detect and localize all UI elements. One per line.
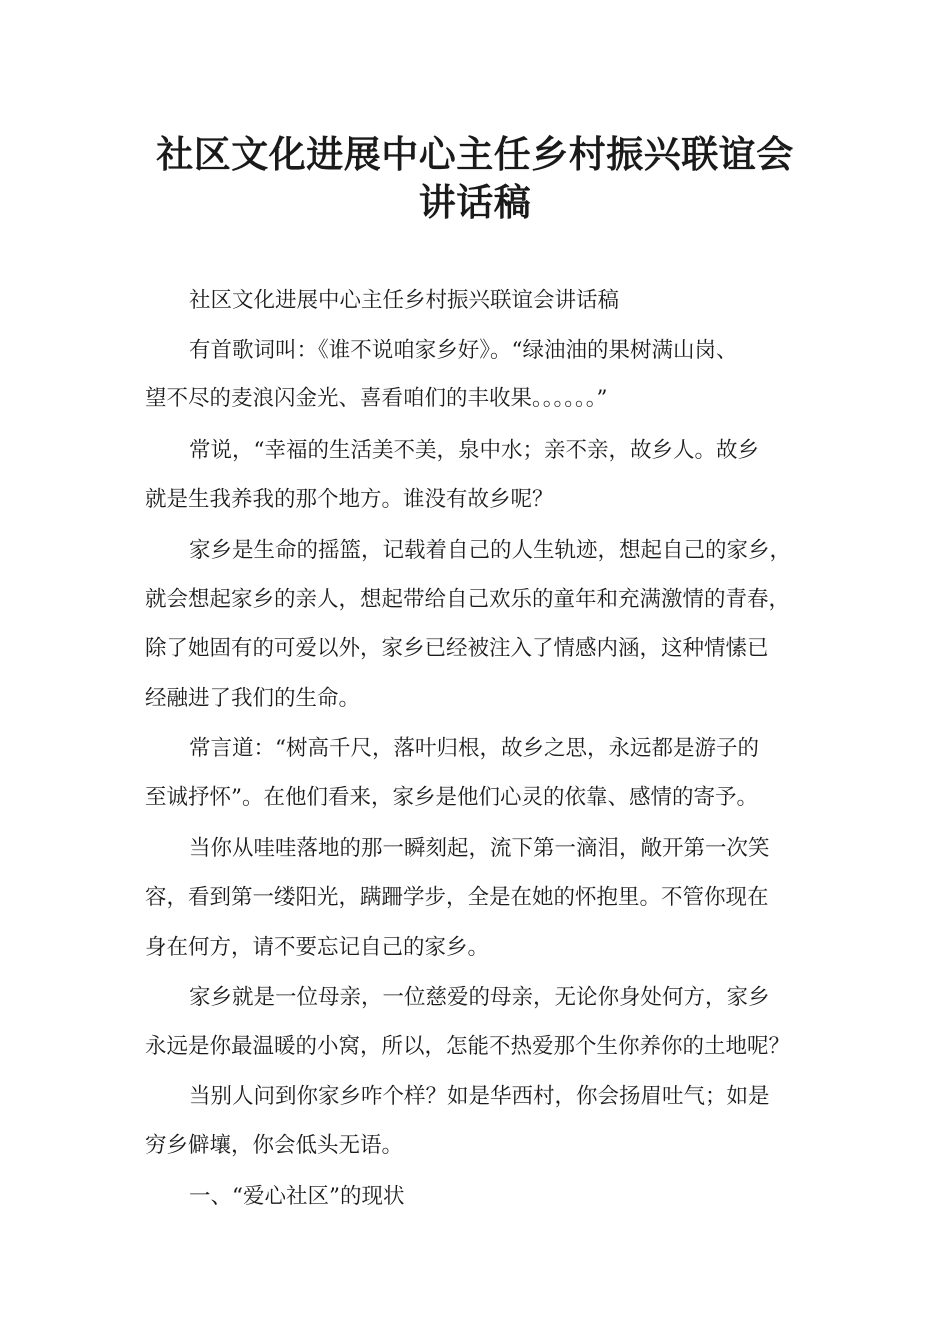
document-title-line-2: 讲话稿 [418,181,532,224]
body-line: 家乡是生命的摇篮，记载着自己的人生轨迹，想起自己的家乡， [189,538,792,563]
body-line: 常言道：“树高千尺，落叶归根，故乡之思，永远都是游子的 [189,736,759,761]
body-line: 至诚抒怀”。在他们看来，家乡是他们心灵的依靠、感情的寄予。 [145,785,758,810]
body-line: 穷乡僻壤，你会低头无语。 [145,1133,404,1158]
body-line: 容，看到第一缕阳光，蹒跚学步，全是在她的怀抱里。不管你现在 [145,885,769,910]
body-line: 家乡就是一位母亲，一位慈爱的母亲，无论你身处何方，家乡 [189,985,770,1010]
body-line: 社区文化进展中心主任乡村振兴联谊会讲话稿 [189,288,620,313]
body-line: 望不尽的麦浪闪金光、喜看咱们的丰收果。。。。。。” [145,386,608,411]
section-heading: 一、“爱心社区”的现状 [189,1184,405,1209]
body-line: 常说，“幸福的生活美不美，泉中水；亲不亲，故乡人。故乡 [189,438,759,463]
body-line: 就是生我养我的那个地方。谁没有故乡呢？ [145,487,554,512]
body-line: 就会想起家乡的亲人，想起带给自己欢乐的童年和充满激情的青春， [145,587,791,612]
body-line: 有首歌词叫：《谁不说咱家乡好》。“绿油油的果树满山岗、 [189,338,738,363]
body-line: 除了她固有的可爱以外，家乡已经被注入了情感内涵，这种情愫已 [145,636,769,661]
body-line: 当别人问到你家乡咋个样？如是华西村，你会扬眉吐气；如是 [189,1084,770,1109]
body-line: 经融进了我们的生命。 [145,686,361,711]
body-line: 身在何方，请不要忘记自己的家乡。 [145,935,490,960]
body-line: 当你从哇哇落地的那一瞬刻起，流下第一滴泪，敞开第一次笑 [189,836,770,861]
body-line: 永远是你最温暖的小窝，所以，怎能不热爱那个生你养你的土地呢？ [145,1034,791,1059]
document-title-line-1: 社区文化进展中心主任乡村振兴联谊会 [156,133,794,176]
